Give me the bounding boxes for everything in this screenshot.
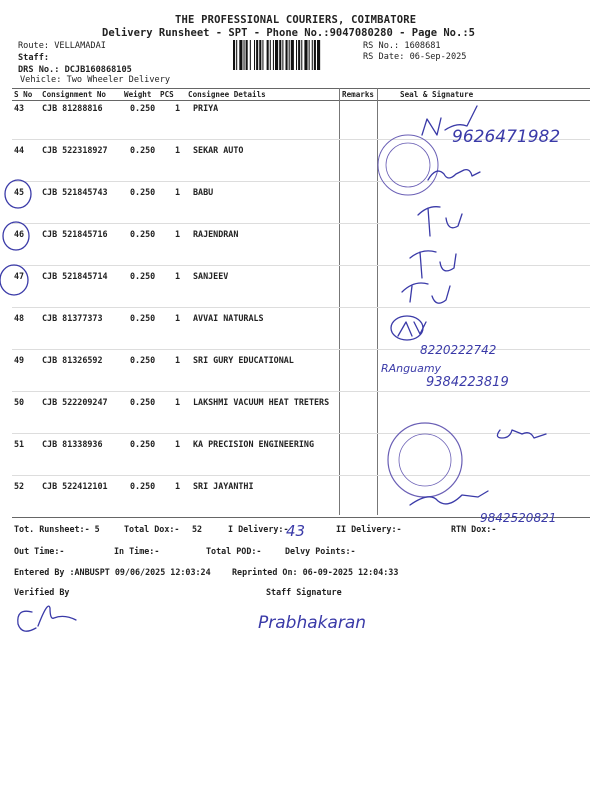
total-pod-label: Total POD:-: [206, 546, 262, 556]
row43-phone: 9626471982: [452, 127, 561, 147]
row-consignment-no: CJB 522209247: [42, 397, 108, 407]
row-pcs: 1: [175, 103, 181, 113]
row-sno: 51: [14, 439, 25, 449]
col-remarks: Remarks: [342, 90, 375, 99]
row48-signature: [391, 316, 423, 340]
row44-signature: [428, 170, 480, 180]
staff-signature-label: Staff Signature: [266, 587, 342, 597]
row-sno: 44: [14, 145, 25, 155]
row-sno: 49: [14, 355, 25, 365]
row-consignment-no: CJB 521845714: [42, 271, 108, 281]
col-weight: Weight: [124, 90, 152, 99]
row-consignment-no: CJB 521845716: [42, 229, 108, 239]
col-sno: S No: [14, 90, 33, 99]
row-weight: 0.250: [130, 145, 156, 155]
total-dox-value: 52: [192, 524, 203, 534]
row-sno: 52: [14, 481, 25, 491]
row47-signature: [402, 283, 450, 303]
row-consignee: PRIYA: [193, 103, 219, 113]
row-sno: 47: [14, 271, 25, 281]
drs-number: DRS No.: DCJB160868105: [18, 65, 132, 75]
row46-circle-mark: [3, 222, 29, 250]
i-delivery-handwritten: 43: [286, 522, 306, 540]
row-weight: 0.250: [130, 355, 156, 365]
row-weight: 0.250: [130, 229, 156, 239]
verified-by-label: Verified By: [14, 587, 70, 597]
row45-signature: [418, 207, 462, 236]
col-pcs: PCS: [160, 90, 174, 99]
row-consignee: KA PRECISION ENGINEERING: [193, 439, 315, 449]
row-consignment-no: CJB 522412101: [42, 481, 108, 491]
row48-phone: 8220222742: [420, 343, 497, 357]
row-consignee: RAJENDRAN: [193, 229, 239, 239]
row-pcs: 1: [175, 481, 181, 491]
row45-circle-mark: [5, 180, 31, 208]
row47-circle-mark: [0, 265, 28, 295]
row-pcs: 1: [175, 145, 181, 155]
route-label: Route: VELLAMADAI: [18, 41, 106, 51]
row-sno: 46: [14, 229, 25, 239]
row-sno: 50: [14, 397, 25, 407]
row-consignment-no: CJB 521845743: [42, 187, 108, 197]
row-weight: 0.250: [130, 313, 156, 323]
row-consignment-no: CJB 81338936: [42, 439, 103, 449]
row-pcs: 1: [175, 187, 181, 197]
row-consignee: AVVAI NATURALS: [193, 313, 264, 323]
row-pcs: 1: [175, 397, 181, 407]
row49-handwritten-name: RAnguamy: [381, 362, 442, 375]
col-consignee: Consignee Details: [188, 90, 266, 99]
rtn-dox-label: RTN Dox:-: [451, 524, 497, 534]
vehicle-label: Vehicle: Two Wheeler Delivery: [20, 75, 171, 85]
delvy-points-label: Delvy Points:-: [285, 546, 356, 556]
row-sno: 43: [14, 103, 25, 113]
row-consignment-no: CJB 81288816: [42, 103, 103, 113]
row-consignee: SEKAR AUTO: [193, 145, 244, 155]
row-consignment-no: CJB 81326592: [42, 355, 103, 365]
in-time-label: In Time:-: [114, 546, 160, 556]
row51-signature: [497, 430, 546, 438]
row-pcs: 1: [175, 355, 181, 365]
tot-runsheet: Tot. Runsheet:- 5: [14, 524, 100, 534]
i-delivery-label: I Delivery:-: [228, 524, 289, 534]
row-weight: 0.250: [130, 439, 156, 449]
row-consignee: SRI GURY EDUCATIONAL: [193, 355, 294, 365]
staff-signature-ink: Prabhakaran: [258, 613, 367, 633]
row44-stamp: [378, 135, 438, 195]
ii-delivery-label: II Delivery:-: [336, 524, 402, 534]
row-pcs: 1: [175, 313, 181, 323]
row-consignment-no: CJB 81377373: [42, 313, 103, 323]
total-dox-label: Total Dox:-: [124, 524, 180, 534]
row-weight: 0.250: [130, 271, 156, 281]
row-weight: 0.250: [130, 187, 156, 197]
row-sno: 45: [14, 187, 25, 197]
row-pcs: 1: [175, 271, 181, 281]
col-consignment: Consignment No: [42, 90, 107, 99]
row-consignee: SANJEEV: [193, 271, 229, 281]
row-consignee: SRI JAYANTHI: [193, 481, 254, 491]
row-sno: 48: [14, 313, 25, 323]
reprinted-on: Reprinted On: 06-09-2025 12:04:33: [232, 567, 399, 577]
verified-by-signature: [18, 606, 76, 631]
out-time-label: Out Time:-: [14, 546, 65, 556]
row46-signature: [410, 251, 456, 278]
rs-date: RS Date: 06-Sep-2025: [363, 52, 467, 62]
row49-phone: 9384223819: [426, 375, 509, 390]
row-consignee: LAKSHMI VACUUM HEAT TRETERS: [193, 397, 330, 407]
col-seal: Seal & Signature: [400, 90, 474, 99]
row-weight: 0.250: [130, 103, 156, 113]
company-title: THE PROFESSIONAL COURIERS, COIMBATORE: [175, 14, 417, 26]
row-consignment-no: CJB 522318927: [42, 145, 108, 155]
row-consignee: BABU: [193, 187, 214, 197]
row-weight: 0.250: [130, 481, 156, 491]
rs-number: RS No.: 1608681: [363, 41, 441, 51]
row-pcs: 1: [175, 229, 181, 239]
row-weight: 0.250: [130, 397, 156, 407]
row52-phone: 9842520821: [480, 511, 557, 525]
row52-signature: [410, 491, 488, 505]
row-pcs: 1: [175, 439, 181, 449]
staff-label: Staff:: [18, 53, 50, 63]
runsheet-subtitle: Delivery Runsheet - SPT - Phone No.:9047080280 - Page No.:5: [102, 27, 475, 39]
entered-by: Entered By :ANBUSPT 09/06/2025 12:03:24: [14, 567, 211, 577]
